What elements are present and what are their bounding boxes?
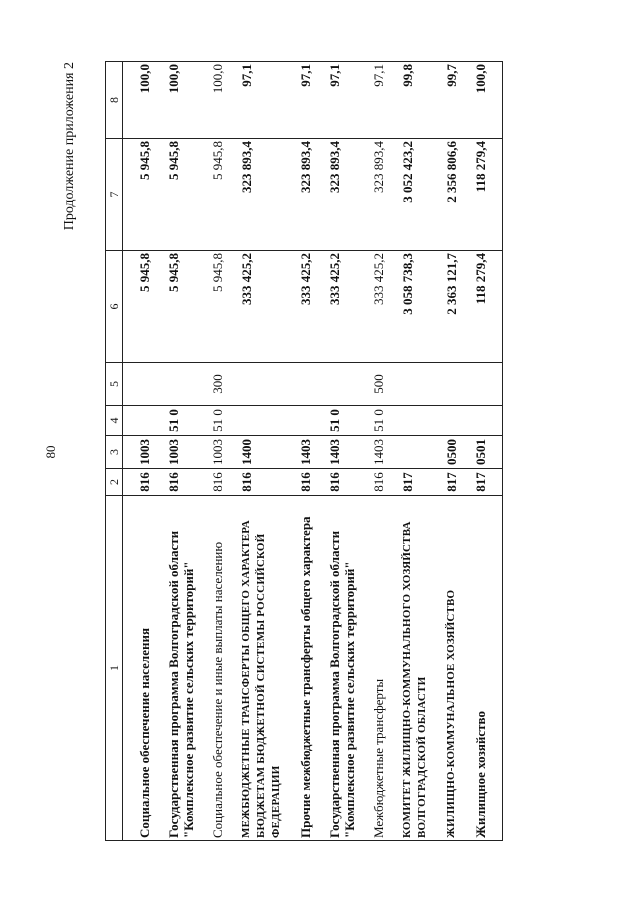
percent-executed: 100,0 bbox=[123, 62, 153, 139]
expense-type-code: 500 bbox=[357, 363, 386, 406]
col-header-4: 4 bbox=[106, 406, 123, 436]
expense-type-code bbox=[386, 363, 430, 406]
planned-amount: 5 945,8 bbox=[123, 251, 153, 363]
planned-amount: 2 363 121,7 bbox=[430, 251, 459, 363]
program-code: 51 0 bbox=[357, 406, 386, 436]
table-row bbox=[386, 62, 430, 841]
program-code: 51 0 bbox=[152, 406, 196, 436]
percent-executed: 97,1 bbox=[284, 62, 313, 139]
expense-type-code bbox=[225, 363, 284, 406]
program-code: 51 0 bbox=[196, 406, 225, 436]
executed-amount: 323 893,4 bbox=[313, 139, 357, 251]
program-code bbox=[430, 406, 459, 436]
planned-amount: 333 425,2 bbox=[357, 251, 386, 363]
gr-code: 816 bbox=[123, 469, 153, 496]
section-code: 1003 bbox=[123, 436, 153, 469]
gr-code: 817 bbox=[430, 469, 459, 496]
gr-code: 816 bbox=[357, 469, 386, 496]
planned-amount: 333 425,2 bbox=[284, 251, 313, 363]
planned-amount: 118 279,4 bbox=[459, 251, 503, 363]
row-name: Государственная программа Волгоградской области "Комплексное развитие сельских территорий" bbox=[313, 496, 357, 841]
section-code: 0501 bbox=[459, 436, 503, 469]
col-header-5: 5 bbox=[106, 363, 123, 406]
planned-amount: 333 425,2 bbox=[225, 251, 284, 363]
executed-amount: 5 945,8 bbox=[152, 139, 196, 251]
gr-code: 817 bbox=[386, 469, 430, 496]
executed-amount: 3 052 423,2 bbox=[386, 139, 430, 251]
table-row bbox=[430, 62, 459, 841]
page-number: 80 bbox=[43, 445, 58, 459]
expense-type-code bbox=[459, 363, 503, 406]
percent-executed: 100,0 bbox=[196, 62, 225, 139]
table-row bbox=[152, 62, 196, 841]
gr-code: 816 bbox=[225, 469, 284, 496]
planned-amount: 3 058 738,3 bbox=[386, 251, 430, 363]
expense-type-code: 300 bbox=[196, 363, 225, 406]
table-row bbox=[459, 62, 503, 841]
expense-type-code bbox=[284, 363, 313, 406]
expense-type-code bbox=[123, 363, 153, 406]
planned-amount: 333 425,2 bbox=[313, 251, 357, 363]
program-code bbox=[225, 406, 284, 436]
program-code bbox=[123, 406, 153, 436]
table-row bbox=[357, 62, 386, 841]
row-name: ЖИЛИЩНО-КОММУНАЛЬНОЕ ХОЗЯЙСТВО bbox=[430, 496, 459, 841]
table-row bbox=[196, 62, 225, 841]
executed-amount: 5 945,8 bbox=[123, 139, 153, 251]
table-row bbox=[284, 62, 313, 841]
section-code: 1400 bbox=[225, 436, 284, 469]
section-code: 1403 bbox=[313, 436, 357, 469]
gr-code: 816 bbox=[313, 469, 357, 496]
program-code bbox=[386, 406, 430, 436]
col-header-7: 7 bbox=[106, 139, 123, 251]
row-name: Межбюджетные трансферты bbox=[357, 496, 386, 841]
table-row bbox=[313, 62, 357, 841]
planned-amount: 5 945,8 bbox=[152, 251, 196, 363]
table-row bbox=[225, 62, 284, 841]
col-header-3: 3 bbox=[106, 436, 123, 469]
planned-amount: 5 945,8 bbox=[196, 251, 225, 363]
executed-amount: 323 893,4 bbox=[357, 139, 386, 251]
percent-executed: 97,1 bbox=[313, 62, 357, 139]
col-header-6: 6 bbox=[106, 251, 123, 363]
gr-code: 816 bbox=[152, 469, 196, 496]
row-name: Социальное обеспечение населения bbox=[123, 496, 153, 841]
section-code bbox=[386, 436, 430, 469]
percent-executed: 97,1 bbox=[225, 62, 284, 139]
percent-executed: 99,7 bbox=[430, 62, 459, 139]
percent-executed: 99,8 bbox=[386, 62, 430, 139]
expense-type-code bbox=[152, 363, 196, 406]
percent-executed: 97,1 bbox=[357, 62, 386, 139]
gr-code: 816 bbox=[196, 469, 225, 496]
program-code bbox=[284, 406, 313, 436]
section-code: 1403 bbox=[357, 436, 386, 469]
expense-type-code bbox=[313, 363, 357, 406]
row-name: Прочие межбюджетные трансферты общего характера bbox=[284, 496, 313, 841]
executed-amount: 323 893,4 bbox=[284, 139, 313, 251]
appendix-caption: Продолжение приложения 2 bbox=[62, 62, 77, 231]
row-name: МЕЖБЮДЖЕТНЫЕ ТРАНСФЕРТЫ ОБЩЕГО ХАРАКТЕРА БЮДЖЕТАМ БЮДЖЕТНОЙ СИСТЕМЫ РОССИЙСКОЙ ФЕДЕРАЦИИ bbox=[225, 496, 284, 841]
section-code: 1003 bbox=[196, 436, 225, 469]
gr-code: 817 bbox=[459, 469, 503, 496]
row-name: Социальное обеспечение и иные выплаты населению bbox=[196, 496, 225, 841]
percent-executed: 100,0 bbox=[459, 62, 503, 139]
executed-amount: 323 893,4 bbox=[225, 139, 284, 251]
col-header-1: 1 bbox=[106, 496, 123, 841]
section-code: 1403 bbox=[284, 436, 313, 469]
gr-code: 816 bbox=[284, 469, 313, 496]
executed-amount: 118 279,4 bbox=[459, 139, 503, 251]
executed-amount: 2 356 806,6 bbox=[430, 139, 459, 251]
program-code bbox=[459, 406, 503, 436]
row-name: КОМИТЕТ ЖИЛИЩНО-КОММУНАЛЬНОГО ХОЗЯЙСТВА ВОЛГОГРАДСКОЙ ОБЛАСТИ bbox=[386, 496, 430, 841]
row-name: Государственная программа Волгоградской области "Комплексное развитие сельских территорий" bbox=[152, 496, 196, 841]
program-code: 51 0 bbox=[313, 406, 357, 436]
table-row bbox=[123, 62, 153, 841]
percent-executed: 100,0 bbox=[152, 62, 196, 139]
row-name: Жилищное хозяйство bbox=[459, 496, 503, 841]
budget-table bbox=[105, 61, 503, 841]
expense-type-code bbox=[430, 363, 459, 406]
section-code: 0500 bbox=[430, 436, 459, 469]
col-header-8: 8 bbox=[106, 62, 123, 139]
section-code: 1003 bbox=[152, 436, 196, 469]
header-row bbox=[106, 62, 123, 841]
executed-amount: 5 945,8 bbox=[196, 139, 225, 251]
col-header-2: 2 bbox=[106, 469, 123, 496]
